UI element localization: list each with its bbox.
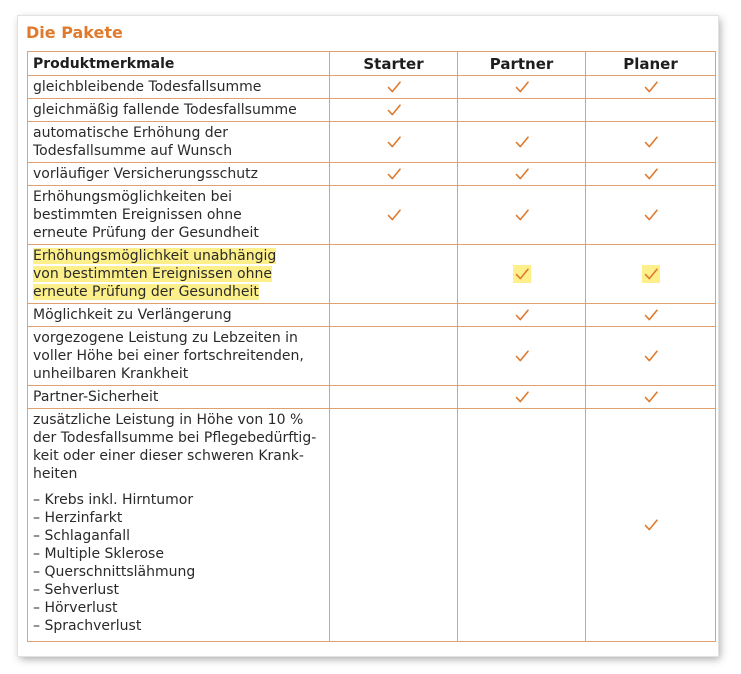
check-cell-planer <box>586 186 716 245</box>
table-row <box>28 304 716 327</box>
checkmark-icon <box>643 266 659 282</box>
checkmark-icon <box>386 102 402 118</box>
check-cell-starter <box>330 163 458 186</box>
column-header-starter: Starter <box>330 52 458 76</box>
illness-list <box>33 491 324 635</box>
checkmark-icon <box>386 207 402 223</box>
packages-table <box>27 51 716 642</box>
list-item: – Schlaganfall <box>33 528 131 544</box>
check-cell-starter <box>330 122 458 163</box>
checkmark-icon <box>386 79 402 95</box>
table-body <box>28 76 716 642</box>
feature-label: Erhöhungsmöglichkeit unabhängig von bestimmten Ereignissen ohne erneute Prüfung der Gesundheit <box>33 248 277 300</box>
feature-label: zusätzliche Leistung in Höhe von 10 % der Todesfallsumme bei Pflegebedürftig- keit oder einer dieser schweren Krank- heiten <box>33 412 317 482</box>
list-item: – Querschnittslähmung <box>33 564 196 580</box>
table-header-row <box>28 52 716 76</box>
check-cell-planer <box>586 76 716 99</box>
checkmark-icon <box>643 517 659 533</box>
column-header-feature: Produktmerkmale <box>28 52 330 76</box>
feature-cell <box>28 245 330 304</box>
column-header-partner: Partner <box>458 52 586 76</box>
feature-cell <box>28 76 330 99</box>
checkmark-icon <box>386 166 402 182</box>
checkmark-icon <box>514 79 530 95</box>
check-cell-planer <box>586 99 716 122</box>
check-cell-partner <box>458 186 586 245</box>
feature-cell <box>28 163 330 186</box>
highlight-box <box>642 265 660 283</box>
check-cell-partner <box>458 386 586 409</box>
check-cell-planer <box>586 245 716 304</box>
check-cell-starter <box>330 99 458 122</box>
check-cell-partner <box>458 327 586 386</box>
check-cell-partner <box>458 304 586 327</box>
check-cell-starter <box>330 409 458 642</box>
checkmark-icon <box>514 207 530 223</box>
feature-label: Erhöhungsmöglichkeiten bei bestimmten Ereignissen ohne erneute Prüfung der Gesundheit <box>33 189 259 241</box>
table-row <box>28 245 716 304</box>
list-item: – Sprachverlust <box>33 618 142 634</box>
table-row <box>28 99 716 122</box>
check-cell-planer <box>586 409 716 642</box>
checkmark-icon <box>514 266 530 282</box>
checkmark-icon <box>643 134 659 150</box>
check-cell-planer <box>586 163 716 186</box>
check-cell-planer <box>586 327 716 386</box>
feature-cell <box>28 409 330 642</box>
feature-label: vorläufiger Versicherungsschutz <box>33 166 258 182</box>
checkmark-icon <box>514 348 530 364</box>
feature-label: automatische Erhöhung der Todesfallsumme auf Wunsch <box>33 125 233 159</box>
checkmark-icon <box>514 166 530 182</box>
check-cell-partner <box>458 409 586 642</box>
checkmark-icon <box>643 348 659 364</box>
checkmark-icon <box>514 389 530 405</box>
table-row <box>28 76 716 99</box>
check-cell-partner <box>458 99 586 122</box>
feature-cell <box>28 327 330 386</box>
feature-label: Partner-Sicherheit <box>33 389 159 405</box>
checkmark-icon <box>643 166 659 182</box>
checkmark-icon <box>386 134 402 150</box>
table-row <box>28 186 716 245</box>
check-cell-partner <box>458 163 586 186</box>
table-row <box>28 327 716 386</box>
list-item: – Multiple Sklerose <box>33 546 164 562</box>
checkmark-icon <box>643 307 659 323</box>
list-item: – Herzinfarkt <box>33 510 123 526</box>
check-cell-starter <box>330 304 458 327</box>
check-cell-partner <box>458 122 586 163</box>
check-cell-starter <box>330 327 458 386</box>
check-cell-partner <box>458 245 586 304</box>
feature-cell <box>28 304 330 327</box>
feature-cell <box>28 386 330 409</box>
feature-cell <box>28 99 330 122</box>
table-row <box>28 386 716 409</box>
check-cell-planer <box>586 386 716 409</box>
feature-cell <box>28 186 330 245</box>
list-item: – Hörverlust <box>33 600 118 616</box>
check-cell-partner <box>458 76 586 99</box>
checkmark-icon <box>514 134 530 150</box>
list-item: – Krebs inkl. Hirntumor <box>33 492 194 508</box>
table-row <box>28 122 716 163</box>
check-cell-starter <box>330 386 458 409</box>
feature-label: gleichbleibende Todesfallsumme <box>33 79 262 95</box>
check-cell-starter <box>330 76 458 99</box>
list-item: – Sehverlust <box>33 582 120 598</box>
section-title: Die Pakete <box>26 23 123 42</box>
checkmark-icon <box>643 79 659 95</box>
check-cell-starter <box>330 186 458 245</box>
table-row <box>28 409 716 642</box>
feature-label: vorgezogene Leistung zu Lebzeiten in voller Höhe bei einer fortschreitenden, unheilbaren Krankheit <box>33 330 304 382</box>
checkmark-icon <box>643 207 659 223</box>
column-header-planer: Planer <box>586 52 716 76</box>
feature-label: gleichmäßig fallende Todesfallsumme <box>33 102 297 118</box>
check-cell-planer <box>586 304 716 327</box>
check-cell-planer <box>586 122 716 163</box>
check-cell-starter <box>330 245 458 304</box>
checkmark-icon <box>643 389 659 405</box>
feature-cell <box>28 122 330 163</box>
highlight-box <box>513 265 531 283</box>
feature-label: Möglichkeit zu Verlängerung <box>33 307 232 323</box>
checkmark-icon <box>514 307 530 323</box>
table-row <box>28 163 716 186</box>
